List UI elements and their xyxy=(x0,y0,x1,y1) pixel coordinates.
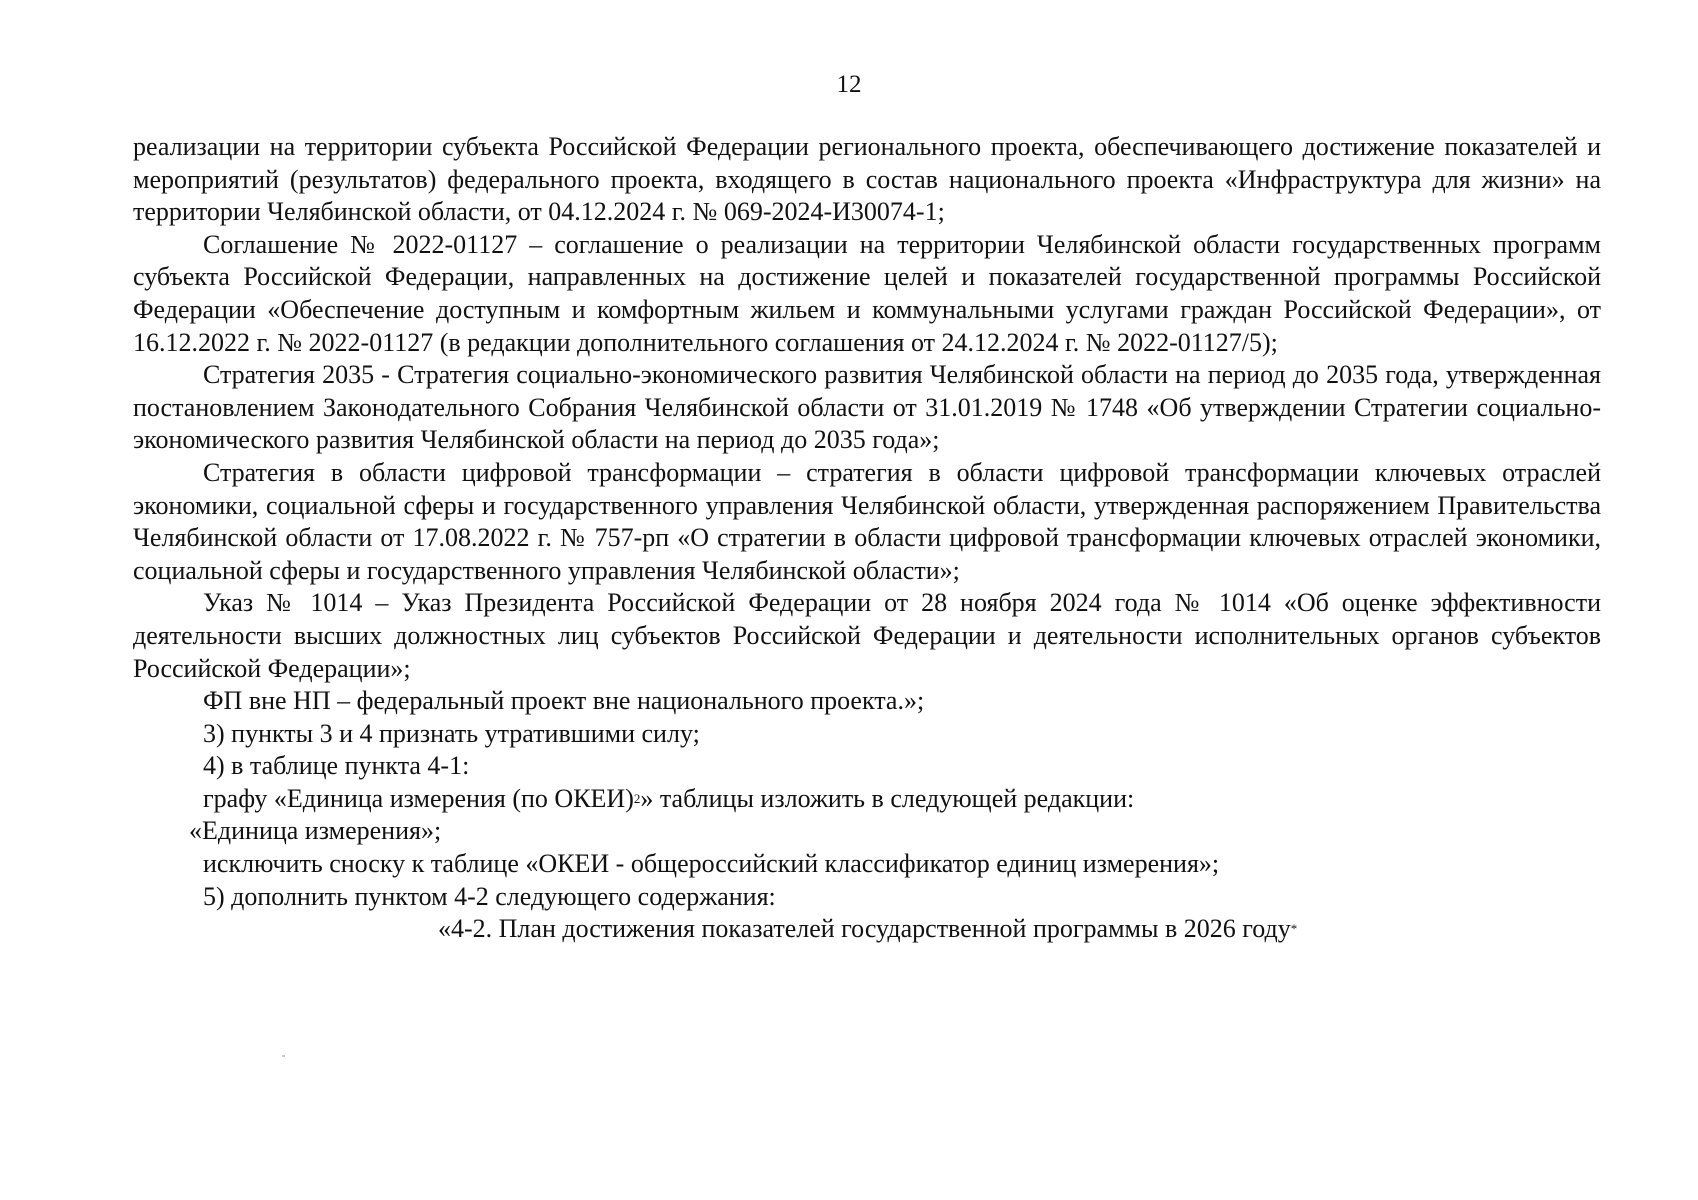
paragraph-exclude-footnote: исключить сноску к таблице «ОКЕИ - общероссийский классификатор единиц измерения»; xyxy=(203,849,1220,879)
paragraph-decree-1014: Указ № 1014 – Указ Президента Российской Федерации от 28 ноября 2024 года № 1014 «Об оценке эффективности деятельности высших должностных лиц субъектов Российской Федерации и деятельности исполнительных органов субъектов Российской Федерации»; xyxy=(133,588,1601,683)
paragraph-agreement: Соглашение № 2022-01127 – соглашение о реализации на территории Челябинской области государственных программ субъекта Российской Федерации, направленных на достижение целей и показателей государственной программы Российской Федерации «Обеспечение доступным и комфортным жильем и коммунальными услугами граждан Российской Федерации», от 16.12.2022 г. № 2022-01127 (в редакции дополнительного соглашения от 24.12.2024 г. № 2022-01127/5); xyxy=(133,229,1601,357)
scan-speck xyxy=(282,1055,285,1057)
paragraph-column-edit xyxy=(133,783,1601,816)
paragraph-item-5: 5) дополнить пунктом 4-2 следующего содержания: xyxy=(203,881,776,911)
paragraph-digital-strategy: Стратегия в области цифровой трансформации – стратегия в области цифровой трансформации ключевых отраслей экономики, социальной сферы и государственного управления Челябинской области, утвержденная распоряжением Правительства Челябинской области от 17.08.2022 г. № 757-рп «О стратегии в области цифровой трансформации ключевых отраслей экономики, социальной сферы и государственного управления Челябинской области»; xyxy=(133,457,1601,585)
paragraph-continuation: реализации на территории субъекта Российской Федерации регионального проекта, обеспечивающего достижение показателей и мероприятий (результатов) федерального проекта, входящего в состав национального проекта «Инфраструктура для жизни» на территории Челябинской области, от 04.12.2024 г. № 069-2024-И30074-1; xyxy=(133,132,1601,227)
column-edit-after: » таблицы изложить в следующей редакции: xyxy=(640,783,1135,813)
paragraph-item-3: 3) пункты 3 и 4 признать утратившими силу; xyxy=(203,718,700,748)
paragraph-fp-definition: ФП вне НП – федеральный проект вне национального проекта.»; xyxy=(203,686,925,716)
section-heading xyxy=(133,913,1601,946)
document-body xyxy=(133,131,1601,946)
section-heading-text: «4-2. План достижения показателей государственной программы в 2026 году xyxy=(438,914,1291,944)
paragraph-quote-unit: «Единица измерения»; xyxy=(189,816,442,846)
heading-asterisk: * xyxy=(1290,921,1298,937)
paragraph-item-4: 4) в таблице пункта 4-1: xyxy=(203,751,470,781)
page-number: 12 xyxy=(836,71,862,98)
column-edit-before: графу «Единица измерения (по ОКЕИ) xyxy=(203,783,634,813)
paragraph-strategy-2035: Стратегия 2035 - Стратегия социально-экономического развития Челябинской области на период до 2035 года, утвержденная постановлением Законодательного Собрания Челябинской области от 31.01.2019 № 1748 «Об утверждении Стратегии социально-экономического развития Челябинской области на период до 2035 года»; xyxy=(133,360,1601,455)
footnote-marker: 2 xyxy=(633,790,641,806)
